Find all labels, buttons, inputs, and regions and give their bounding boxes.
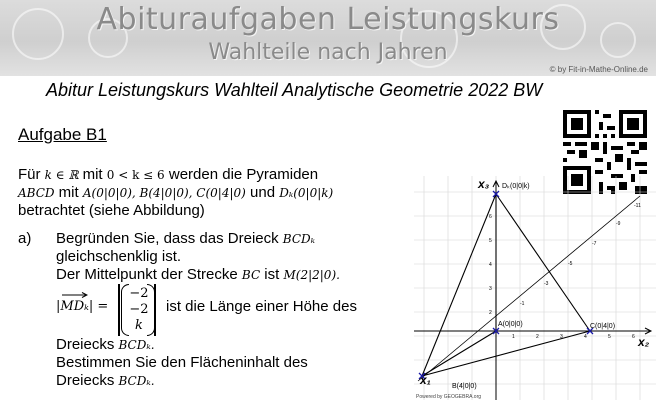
column-vector (118, 284, 156, 336)
svg-text:4: 4 (489, 262, 492, 268)
svg-text:-1: -1 (520, 301, 525, 307)
vector-entry: −2 (129, 286, 149, 301)
axis-label-x3: x₃ (478, 177, 490, 191)
norm-bar (118, 284, 120, 336)
banner-subtitle: Wahlteile nach Jahren (208, 40, 448, 65)
point-label-c: C(0|4|0) (590, 323, 616, 330)
svg-text:6: 6 (489, 214, 492, 220)
text: mit (78, 166, 107, 183)
vector-entry: −2 (129, 302, 149, 317)
svg-text:5: 5 (489, 238, 492, 244)
svg-text:2: 2 (489, 310, 492, 316)
svg-text:3: 3 (489, 286, 492, 292)
math-expression: BCDₖ. (118, 338, 155, 352)
document-title: Abitur Leistungskurs Wahlteil Analytische Geometrie 2022 BW (46, 80, 543, 100)
point-label-d: Dₖ(0|0|k) (502, 183, 530, 190)
item-a-line-5 (56, 336, 416, 354)
norm-bar (154, 284, 156, 336)
text: Der Mittelpunkt der Strecke (56, 266, 242, 283)
text: und (245, 184, 280, 201)
math-expression: ABCD (18, 186, 55, 200)
intro-line-3: betrachtet (siehe Abbildung) (18, 202, 205, 219)
item-a-line-6: Bestimmen Sie den Flächeninhalt des (56, 354, 308, 371)
item-a-line-7 (56, 372, 416, 390)
point-label-b: B(4|0|0) (452, 383, 477, 390)
vector-arrow-icon (62, 292, 88, 298)
header-banner (0, 0, 656, 76)
item-a-line-1 (56, 230, 416, 248)
math-expression: BCDₖ. (118, 374, 155, 388)
grid (414, 176, 656, 400)
text: Für (18, 166, 45, 183)
banner-title: Abituraufgaben Leistungskurs (96, 2, 560, 37)
axis-label-x1: x₁ (420, 373, 431, 387)
vector-formula (56, 286, 416, 334)
math-expression: 0 < k ≤ 6 (106, 168, 165, 182)
svg-text:1: 1 (512, 334, 515, 340)
svg-text:-7: -7 (592, 241, 597, 247)
math-expression: Dₖ(0|0|k) (279, 186, 334, 200)
svg-text:-9: -9 (616, 221, 621, 227)
vector-norm: |MDₖ| = (56, 299, 109, 314)
svg-text:4: 4 (584, 334, 587, 340)
intro-line-2 (18, 184, 413, 202)
intro-line-1 (18, 166, 413, 184)
item-a-body (56, 230, 416, 390)
svg-text:3: 3 (560, 334, 563, 340)
text: werden die Pyramiden (164, 166, 319, 183)
text: Dreiecks (56, 336, 119, 353)
svg-text:5: 5 (608, 334, 611, 340)
svg-text:6: 6 (632, 334, 635, 340)
vector-label: MDₖ (60, 299, 89, 314)
x1-axis (418, 196, 640, 381)
tick-labels (489, 203, 641, 340)
vector-text: ist die Länge einer Höhe des (166, 298, 357, 315)
point-label-a: A(0|0|0) (498, 321, 523, 328)
pyramid-diagram (414, 176, 656, 400)
math-expression: BCDₖ (282, 232, 316, 246)
svg-text:2: 2 (536, 334, 539, 340)
math-expression: k ∈ ℝ (44, 168, 79, 182)
item-a-line-3 (56, 266, 416, 284)
points (419, 191, 593, 379)
svg-text:-3: -3 (544, 281, 549, 287)
math-expression: A(0|0|0), B(4|0|0), C(0|4|0) (82, 186, 246, 200)
pyramid-edges (422, 194, 590, 376)
text: mit (54, 184, 83, 201)
task-intro (18, 166, 413, 220)
vector-entry: k (135, 318, 143, 333)
math-expression: M(2|2|0). (283, 268, 340, 282)
axis-label-x2: x₂ (638, 335, 650, 349)
geogebra-credit: Powered by GEOGEBRA.org (416, 394, 482, 400)
text: Dreiecks (56, 372, 119, 389)
svg-text:-11: -11 (634, 203, 641, 209)
item-a-label: a) (18, 230, 32, 247)
copyright-note: © by Fit-in-Mathe-Online.de (549, 65, 648, 74)
axes (414, 181, 651, 400)
math-expression: BC (241, 268, 261, 282)
text: ist (260, 266, 284, 283)
text: Begründen Sie, dass das Dreieck (56, 230, 283, 247)
svg-text:-5: -5 (568, 261, 573, 267)
task-heading: Aufgabe B1 (18, 125, 107, 144)
item-a-line-2: gleichschenklig ist. (56, 248, 182, 265)
